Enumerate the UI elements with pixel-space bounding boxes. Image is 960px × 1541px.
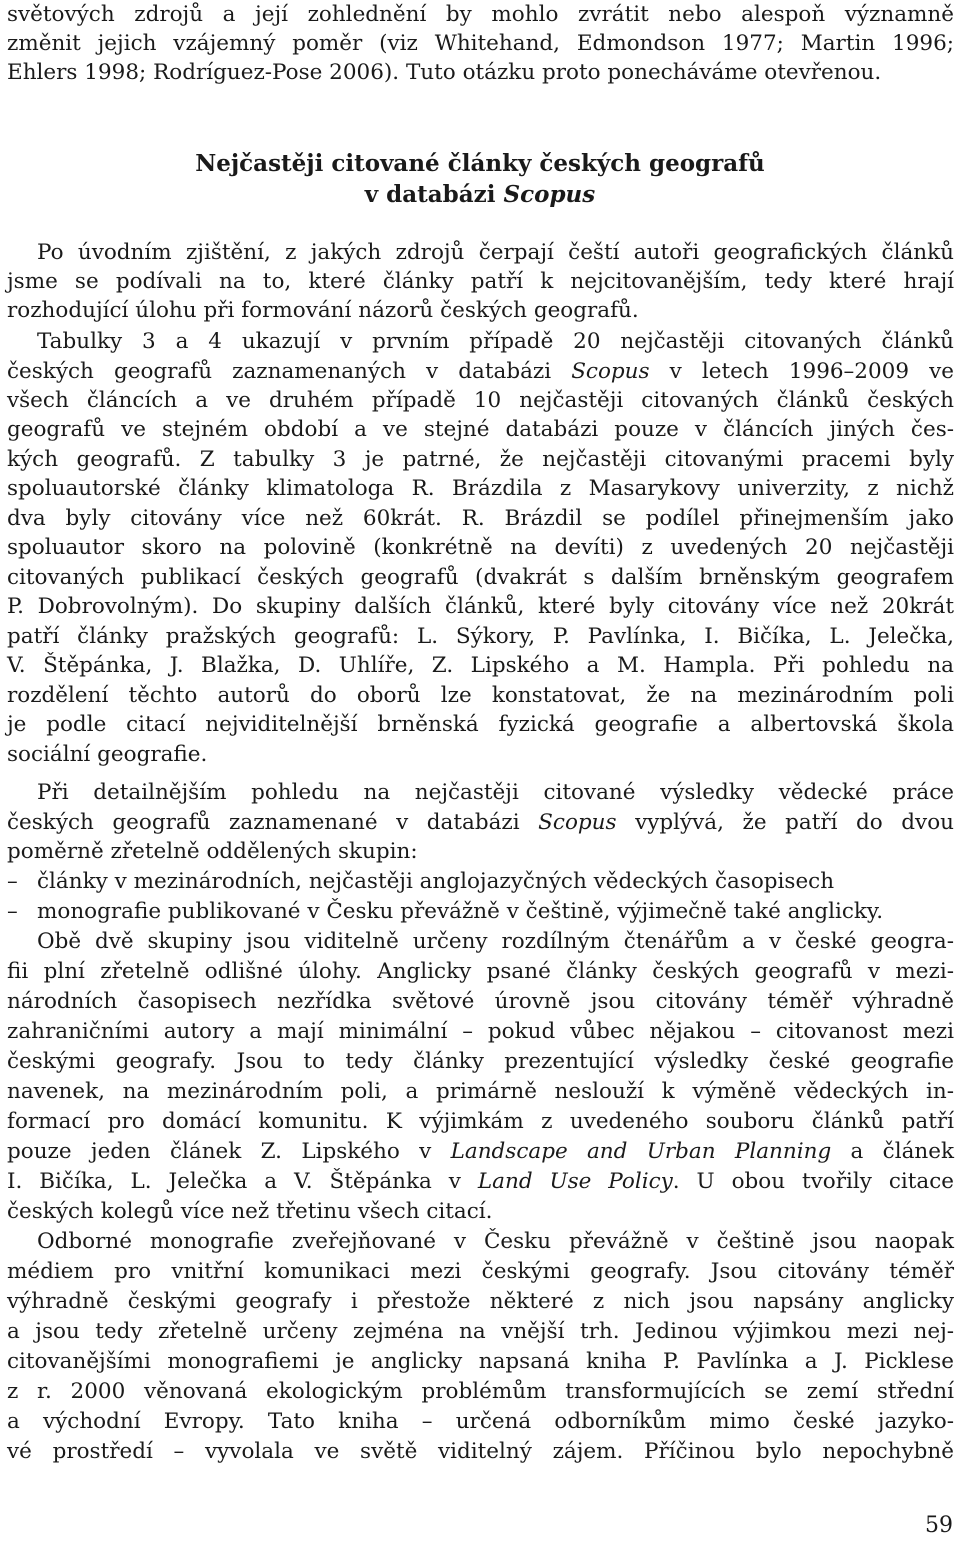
text-line: Tabulky 3 a 4 ukazují v prvním případě 20 nejčastěji citovaných článků xyxy=(37,329,954,354)
text-span: I. Bičíka, L. Jelečka a V. Štěpánka v xyxy=(7,1169,478,1194)
text-line: geografů ve stejném období a ve stejné databázi pouze v článcích jiných čes- xyxy=(7,417,954,442)
text-line: dva byly citovány více než 60krát. R. Brázdil se podílel přinejmenším jako xyxy=(7,506,954,531)
text-line: českých kolegů více než třetinu všech citací. xyxy=(7,1199,493,1224)
text-line: fii plní zřetelně odlišné úlohy. Anglicky psané články českých geografů v mezi- xyxy=(7,959,954,984)
text-line: P. Dobrovolným). Do skupiny dalších článků, které byly citovány více než 20krát xyxy=(7,594,954,619)
text-line: výhradně českými geografy i přestože některé z nich jsou napsány anglicky xyxy=(7,1289,954,1314)
text-span: českých geografů zaznamenaných v databázi xyxy=(7,359,572,384)
text-line: je podle citací nejviditelnější brněnská fyzická geografie a albertovská škola xyxy=(7,712,954,737)
text-line: zahraničními autory a mají minimální – pokud vůbec nějakou – citovanost mezi xyxy=(7,1019,954,1044)
text-span: a článek xyxy=(831,1139,954,1164)
text-line: Odborné monografie zveřejňované v Česku převážně v češtině jsou naopak xyxy=(37,1229,954,1254)
text-line: z r. 2000 věnovaná ekologickým problémům transformujících se zemí střední xyxy=(7,1379,954,1404)
text-line: Po úvodním zjištění, z jakých zdrojů čerpají čeští autoři geografických článků xyxy=(37,240,954,265)
italic-span: Land Use Policy xyxy=(477,1169,673,1194)
text-line: Ehlers 1998; Rodríguez-Pose 2006). Tuto otázku proto ponecháváme otevřenou. xyxy=(7,60,882,85)
text-line: vé prostředí – vyvolala ve světě viditelný zájem. Příčinou bylo nepochybně xyxy=(7,1439,954,1464)
text-line: změnit jejich vzájemný poměr (viz Whitehand, Edmondson 1977; Martin 1996; xyxy=(7,31,954,56)
list-item: články v mezinárodních, nejčastěji anglojazyčných vědeckých časopisech xyxy=(37,869,835,894)
text-line: navenek, na mezinárodním poli, a primárně neslouží k výměně vědeckých in- xyxy=(7,1079,954,1104)
text-span: českých geografů zaznamenané v databázi xyxy=(7,810,539,835)
text-span: v letech 1996–2009 ve xyxy=(649,359,954,384)
text-line: národních časopisech nezřídka světové úrovně jsou citovány téměř výhradně xyxy=(7,989,954,1014)
text-line: Obě dvě skupiny jsou viditelně určeny rozdílným čtenářům a v české geogra- xyxy=(37,929,954,954)
section-title-line2 xyxy=(0,180,960,210)
text-line: patří články pražských geografů: L. Sýkory, P. Pavlínka, I. Bičíka, L. Jelečka, xyxy=(7,624,954,649)
list-dash: – xyxy=(7,869,18,894)
text-line: poměrně zřetelně oddělených skupin: xyxy=(7,839,418,864)
text-line: jsme se podívali na to, které články patří k nejcitovanějším, tedy které hrají xyxy=(7,269,954,294)
page-number: 59 xyxy=(925,1513,953,1538)
text-line: českými geografy. Jsou to tedy články prezentující výsledky české geografie xyxy=(7,1049,954,1074)
text-line xyxy=(7,808,954,837)
text-line: a východní Evropy. Tato kniha – určená odborníkům mimo české jazyko- xyxy=(7,1409,954,1434)
text-line: všech článcích a ve druhém případě 10 nejčastěji citovaných článků českých xyxy=(7,388,954,413)
text-span: pouze jeden článek Z. Lipského v xyxy=(7,1139,451,1164)
text-line xyxy=(7,1167,954,1196)
text-line xyxy=(7,357,954,386)
text-line: spoluautor skoro na polovině (konkrétně na devíti) z uvedených 20 nejčastěji xyxy=(7,535,954,560)
text-line: Při detailnějším pohledu na nejčastěji citované výsledky vědecké práce xyxy=(37,780,954,805)
text-line: rozdělení těchto autorů do oborů lze konstatovat, že na mezinárodním poli xyxy=(7,683,954,708)
section-title-text: v databázi xyxy=(364,181,504,208)
text-line: spoluautorské články klimatologa R. Brázdila z Masarykovy univerzity, z nichž xyxy=(7,476,954,501)
section-title-italic: Scopus xyxy=(503,181,596,208)
section-title: Nejčastěji citované články českých geografů xyxy=(195,150,765,177)
list-item: monografie publikované v Česku převážně v češtině, výjimečně také anglicky. xyxy=(37,899,884,924)
text-line: citovanějšími monografiemi je anglicky napsaná kniha P. Pavlínka a J. Picklese xyxy=(7,1349,954,1374)
text-line: sociální geografie. xyxy=(7,742,208,767)
text-line: a jsou tedy zřetelně určeny zejména na vnější trh. Jedinou výjimkou mezi nej- xyxy=(7,1319,954,1344)
text-span: . U obou tvořily citace xyxy=(672,1169,954,1194)
italic-span: Scopus xyxy=(571,359,650,384)
text-span: vyplývá, že patří do dvou xyxy=(616,810,954,835)
list-dash: – xyxy=(7,899,18,924)
text-line: formací pro domácí komunitu. K výjimkám z uvedeného souboru článků patří xyxy=(7,1109,954,1134)
text-line: médiem pro vnitřní komunikaci mezi českými geografy. Jsou citovány téměř xyxy=(7,1259,954,1284)
text-line: kých geografů. Z tabulky 3 je patrné, že nejčastěji citovanými pracemi byly xyxy=(7,447,954,472)
text-line: světových zdrojů a její zohlednění by mohlo zvrátit nebo alespoň významně xyxy=(7,2,954,27)
text-line: V. Štěpánka, J. Blažka, D. Uhlíře, Z. Lipského a M. Hampla. Při pohledu na xyxy=(7,653,954,678)
italic-span: Landscape and Urban Planning xyxy=(450,1139,832,1164)
text-line: rozhodující úlohu při formování názorů českých geografů. xyxy=(7,298,639,323)
italic-span: Scopus xyxy=(538,810,617,835)
text-line: citovaných publikací českých geografů (dvakrát s dalším brněnským geografem xyxy=(7,565,954,590)
text-line xyxy=(7,1137,954,1166)
